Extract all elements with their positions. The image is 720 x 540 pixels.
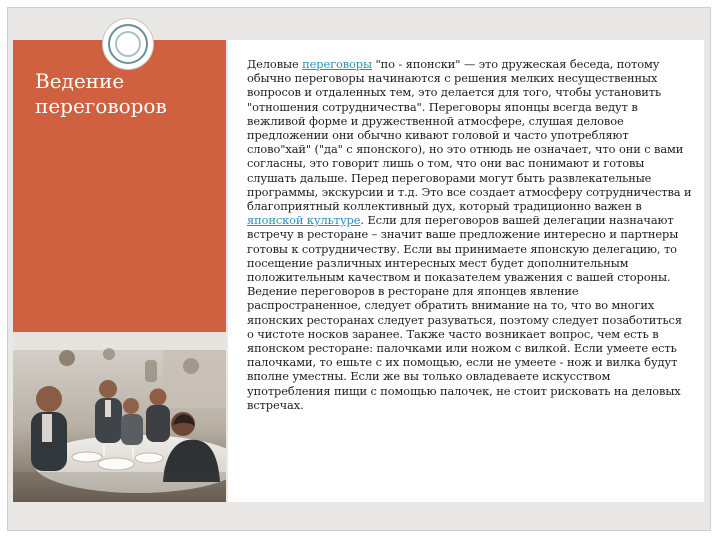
body-text-part-2: "по - японски" — это дружеская беседа, потому обычно переговоры начинаются с решения мелких несущественных вопросов и отдаленных тем, это делается для того, чтобы установить "отношения сотрудничества". Переговоры японцы всегда ведут в вежливой форме и дружественной атмосфере, слушая деловое предложении они обычно кивают головой и часто употребляют слово"хай" ("да" с японского), но это отнюдь не означает, что они с вами согласны, это говорит лишь о том, что они вас понимают и готовы слушать дальше. Перед переговорами могут быть развлекательные программы, экскурсии и т.д. Это все создает атмосферу сотрудничества и благоприятный коллективный дух, который традиционно важен в: [247, 57, 692, 214]
title-panel: [13, 40, 226, 502]
body-text-part-1: Деловые: [247, 57, 303, 71]
restaurant-meeting-photo: [13, 332, 226, 502]
slide-title: Ведение переговоров: [35, 69, 167, 118]
japanese-culture-link[interactable]: японской культуре: [247, 213, 361, 228]
content-panel: [228, 40, 704, 502]
negotiations-link[interactable]: переговоры: [302, 57, 372, 71]
body-text-part-3: . Если для переговоров вашей делегации назначают встречу в ресторане – значит ваше предложение интересно и партнеры готовы к сотрудничеству. Если вы принимаете японскую делегацию, то посещение различных интересных мест будет дополнительным положительным качеством и показателем уважения с вашей стороны. Ведение переговоров в ресторане для японцев явление распространенное, следует обратить внимание на то, что во многих японских ресторанах следует разуваться, поэтому следует позаботиться о чистоте носков заранее. Также часто возникает вопрос, чем есть в японском ресторане: палочками или ножом с вилкой. Если умеете есть палочками, то ешьте с их помощью, если не умеете - нож и вилка будут вполне уместны. Если же вы только овладеваете искусством употребления пищи с помощью палочек, не стоит рисковать на деловых встречах.: [247, 213, 682, 412]
circle-ornament-icon: [102, 18, 154, 70]
body-text: [247, 57, 692, 412]
